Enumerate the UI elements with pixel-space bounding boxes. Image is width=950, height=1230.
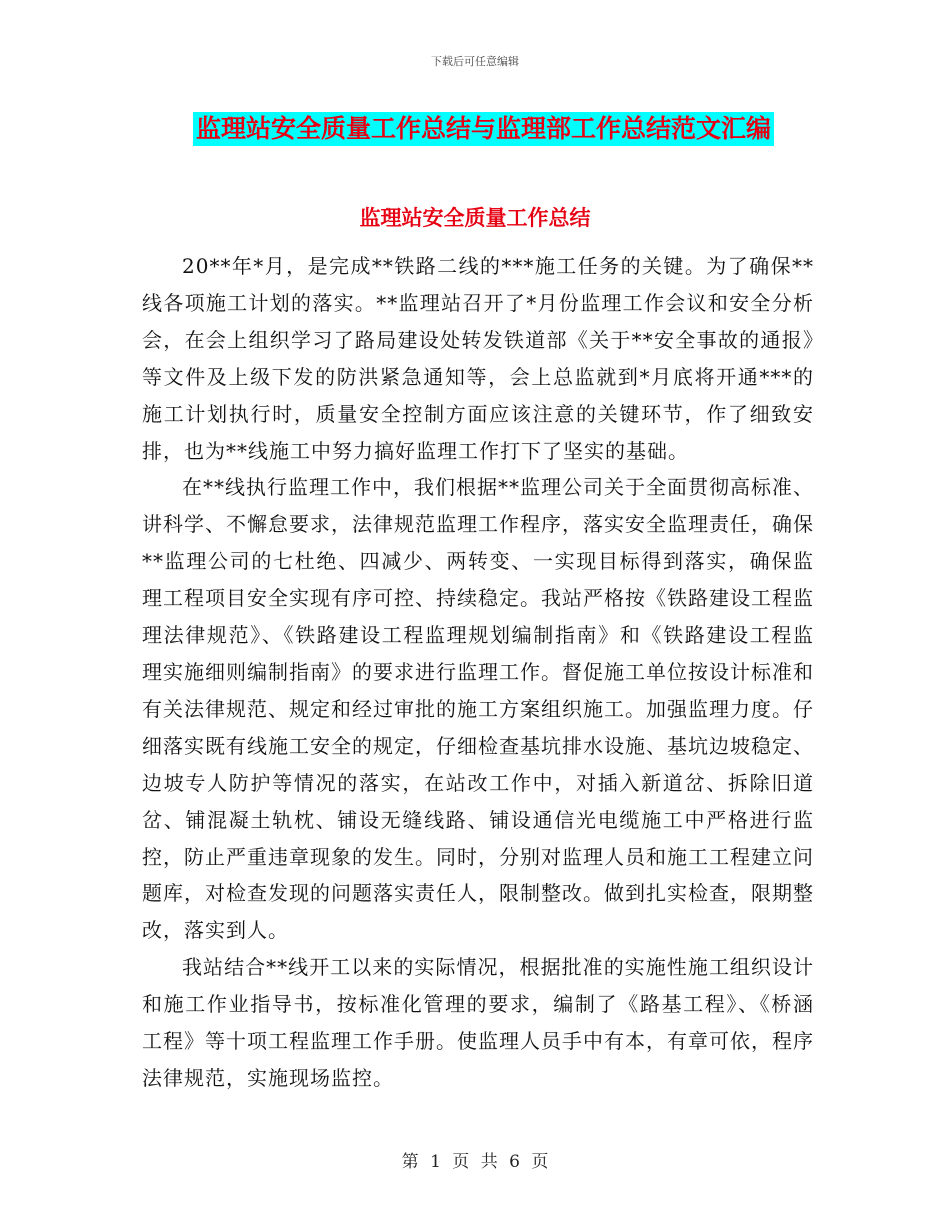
header-note: 下载后可任意编辑 xyxy=(431,55,519,68)
paragraph-1: 20**年*月，是完成**铁路二线的***施工任务的关键。为了确保**线各项施工计划的落实。**监理站召开了*月份监理工作会议和安全分析会，在会上组织学习了路局建设处转发铁道部《关于**安全事故的通报》等文件及上级下发的防洪紧急通知等，会上总监就到*月底将开通***的施工计划执行时，质量安全控制方面应该注意的关键环节，作了细致安排，也为**线施工中努力搞好监理工作打下了坚实的基础。 xyxy=(142,254,814,463)
paragraph-3: 我站结合**线开工以来的实际情况，根据批准的实施性施工组织设计和施工作业指导书，按标准化管理的要求，编制了《路基工程》、《桥涵工程》等十项工程监理工作手册。使监理人员手中有本，有章可依，程序法律规范，实施现场监控。 xyxy=(142,955,814,1090)
main-title: 监理站安全质量工作总结与监理部工作总结范文汇编 xyxy=(193,112,774,146)
page-footer: 第 1 页 共 6 页 xyxy=(401,1152,549,1172)
main-title-container xyxy=(193,112,804,146)
paragraph-2: 在**线执行监理工作中，我们根据**监理公司关于全面贯彻高标准、讲科学、不懈怠要求，法律规范监理工作程序，落实安全监理责任，确保**监理公司的七杜绝、四减少、两转变、一实现目标得到落实，确保监理工程项目安全实现有序可控、持续稳定。我站严格按《铁路建设工程监理法律规范》、《铁路建设工程监理规划编制指南》和《铁路建设工程监理实施细则编制指南》的要求进行监理工作。督促施工单位按设计标准和有关法律规范、规定和经过审批的施工方案组织施工。加强监理力度。仔细落实既有线施工安全的规定，仔细检查基坑排水设施、基坑边坡稳定、边坡专人防护等情况的落实，在站改工作中，对插入新道岔、拆除旧道岔、铺混凝土轨枕、铺设无缝线路、铺设通信光电缆施工中严格进行监控，防止严重违章现象的发生。同时，分别对监理人员和施工工程建立问题库，对检查发现的问题落实责任人，限制整改。做到扎实检查，限期整改，落实到人。 xyxy=(142,475,814,943)
section-title: 监理站安全质量工作总结 xyxy=(359,206,591,230)
document-body xyxy=(142,248,814,1097)
